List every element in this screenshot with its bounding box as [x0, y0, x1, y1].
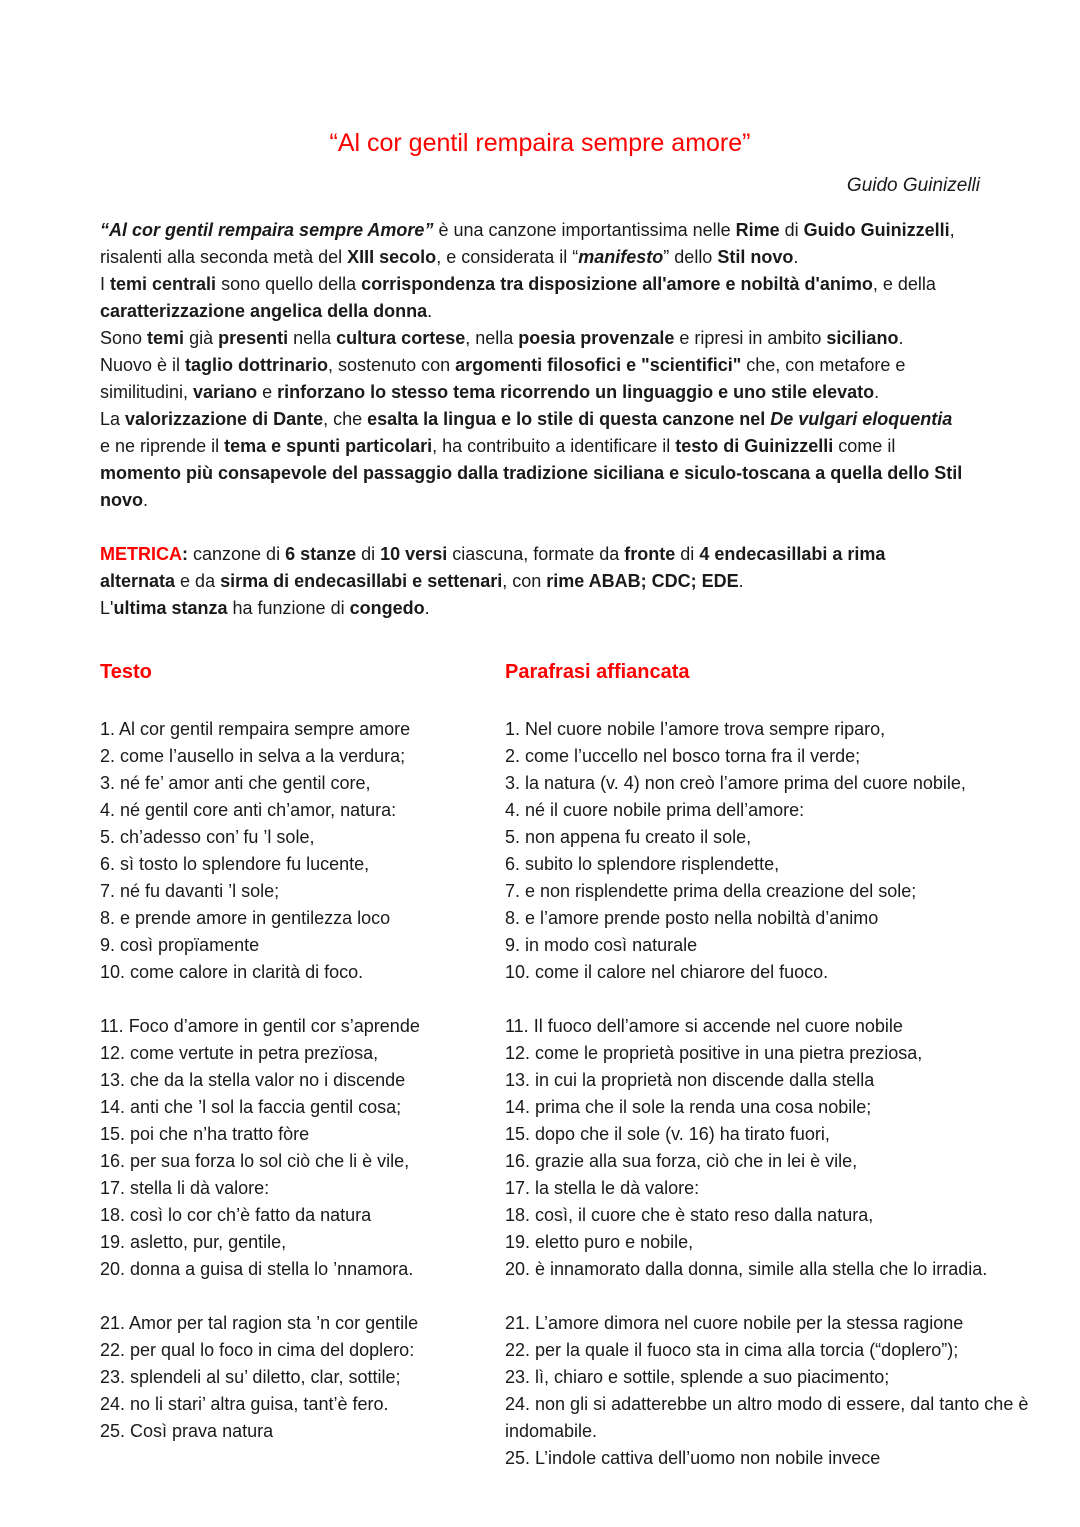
verse-line: 10. come il calore nel chiarore del fuoco. [505, 961, 829, 982]
text-segment: Stil novo [717, 246, 794, 267]
stanza [100, 1310, 505, 1445]
text-segment: . [427, 300, 433, 321]
page-title: “Al cor gentil rempaira sempre amore” [329, 129, 751, 157]
metrica-line [100, 541, 965, 595]
text-segment: canzone di [188, 543, 286, 564]
verse-line: 7. né fu davanti ’l sole; [100, 880, 280, 901]
text-segment: ciascuna, formate da [447, 543, 625, 564]
intro-sentence [100, 325, 965, 352]
text-segment: temi [147, 327, 185, 348]
text-segment: , risalenti alla seconda metà del [100, 219, 955, 267]
verse-line: 10. come calore in clarità di foco. [100, 961, 364, 982]
parafrasi-column [505, 660, 1040, 1499]
text-segment: è una canzone importantissima nelle [433, 219, 736, 240]
text-segment: e ne riprende il [100, 435, 225, 456]
verse-line: 1. Nel cuore nobile l’amore trova sempre riparo, [505, 718, 886, 739]
parafrasi-header: Parafrasi affiancata [505, 660, 690, 683]
stanza [505, 1013, 1040, 1283]
text-segment: valorizzazione di Dante [125, 408, 324, 429]
verse-line: 6. sì tosto lo splendore fu lucente, [100, 853, 370, 874]
text-segment: di [356, 543, 381, 564]
text-segment: poesia provenzale [518, 327, 675, 348]
text-segment: . [143, 489, 149, 510]
text-segment: rime ABAB; CDC; EDE [546, 570, 739, 591]
verse-line: 17. la stella le dà valore: [505, 1177, 700, 1198]
testo-column [100, 660, 505, 1499]
verse-line: 18. così lo cor ch’è fatto da natura [100, 1204, 372, 1225]
text-segment: , sostenuto con [328, 354, 456, 375]
verse-line: 23. lì, chiaro e sottile, splende a suo piacimento; [505, 1366, 890, 1387]
testo-verses [100, 716, 505, 1445]
verse-line: 4. né gentil core anti ch’amor, natura: [100, 799, 397, 820]
text-segment: , ha contribuito a identificare il [432, 435, 676, 456]
verse-line: 2. come l’uccello nel bosco torna fra il verde; [505, 745, 861, 766]
verse-line: 3. la natura (v. 4) non creò l’amore prima del cuore nobile, [505, 772, 966, 793]
verse-line: 11. Il fuoco dell’amore si accende nel cuore nobile [505, 1015, 903, 1036]
text-segment: e da [175, 570, 221, 591]
text-segment: sirma di endecasillabi e settenari [220, 570, 503, 591]
text-segment: già [184, 327, 219, 348]
text-segment: momento più consapevole del passaggio dalla tradizione siciliana e siculo-toscana a quella dello Stil novo [100, 462, 963, 510]
text-segment: corrispondenza tra disposizione all'amore e nobiltà d'animo [361, 273, 873, 294]
verse-line: 16. per sua forza lo sol ciò che li è vile, [100, 1150, 410, 1171]
text-segment: Sono [100, 327, 148, 348]
verse-line: 20. donna a guisa di stella lo ’nnamora. [100, 1258, 414, 1279]
text-segment: presenti [218, 327, 289, 348]
text-segment: 4 endecasillabi a rima alternata [100, 543, 886, 591]
intro-block [100, 217, 965, 514]
text-segment: . [793, 246, 799, 267]
intro-sentence [100, 217, 965, 271]
text-segment: , nella [465, 327, 519, 348]
text-segment: fronte [624, 543, 676, 564]
verse-line: 9. così propïamente [100, 934, 260, 955]
text-segment: : [182, 543, 188, 564]
text-segment: . [424, 597, 430, 618]
verse-line: 21. L’amore dimora nel cuore nobile per la stessa ragione [505, 1312, 964, 1333]
text-segment: esalta la lingua e lo stile di questa canzone nel [367, 408, 771, 429]
text-segment: nella [288, 327, 337, 348]
verse-line: 8. e prende amore in gentilezza loco [100, 907, 391, 928]
text-segment: che, con metafore e similitudini, [100, 354, 906, 402]
text-segment: ” dello [663, 246, 718, 267]
text-segment: , che [323, 408, 368, 429]
testo-header: Testo [100, 660, 152, 683]
verse-line: 14. prima che il sole la renda una cosa nobile; [505, 1096, 872, 1117]
verse-line: 3. né fe’ amor anti che gentil core, [100, 772, 371, 793]
text-segment: , e considerata il “ [436, 246, 579, 267]
text-segment: 6 stanze [285, 543, 357, 564]
verse-line: 15. poi che n’ha tratto fòre [100, 1123, 310, 1144]
text-segment: , con [502, 570, 547, 591]
text-segment: congedo [349, 597, 425, 618]
text-segment: 10 versi [380, 543, 448, 564]
text-segment: . [874, 381, 880, 402]
text-segment: rinforzano lo stesso tema ricorrendo un linguaggio e uno stile elevato [277, 381, 875, 402]
text-segment: di [779, 219, 804, 240]
verse-line: 7. e non risplendette prima della creazione del sole; [505, 880, 917, 901]
text-segment: , e della [872, 273, 936, 294]
text-segment: L' [100, 597, 114, 618]
verse-line: 21. Amor per tal ragion sta ’n cor gentile [100, 1312, 419, 1333]
verse-line: 17. stella li dà valore: [100, 1177, 270, 1198]
intro-sentence [100, 406, 965, 514]
text-segment: taglio dottrinario [185, 354, 329, 375]
verse-line: 9. in modo così naturale [505, 934, 698, 955]
verse-line: 4. né il cuore nobile prima dell’amore: [505, 799, 805, 820]
text-segment: temi centrali [110, 273, 217, 294]
verse-line: 5. ch’adesso con’ fu ’l sole, [100, 826, 315, 847]
metrica-line [100, 595, 965, 622]
text-segment: come il [833, 435, 896, 456]
verse-line: 25. Così prava natura [100, 1420, 274, 1441]
text-segment: “Al cor gentil rempaira sempre Amore” [100, 219, 434, 240]
text-segment: e [257, 381, 278, 402]
text-segment: manifesto [578, 246, 664, 267]
text-segment: caratterizzazione angelica della donna [100, 300, 428, 321]
text-segment: ultima stanza [113, 597, 228, 618]
stanza [505, 716, 1040, 986]
verse-line: 13. in cui la proprietà non discende dalla stella [505, 1069, 875, 1090]
verse-line: 6. subito lo splendore risplendette, [505, 853, 780, 874]
text-segment: e ripresi in ambito [674, 327, 827, 348]
author: Guido Guinizelli [846, 175, 980, 196]
intro-sentence [100, 352, 965, 406]
stanza [100, 716, 505, 986]
metrica-block [100, 541, 965, 622]
text-segment: sono quello della [216, 273, 362, 294]
verse-line: 24. no li stari’ altra guisa, tant’è fero. [100, 1393, 389, 1414]
text-segment: tema e spunti particolari [224, 435, 433, 456]
verse-line: 20. è innamorato dalla donna, simile alla stella che lo irradia. [505, 1258, 988, 1279]
verse-line: 22. per la quale il fuoco sta in cima alla torcia (“doplero”); [505, 1339, 959, 1360]
text-segment: variano [193, 381, 258, 402]
text-segment: La [100, 408, 126, 429]
text-segment: XIII secolo [347, 246, 437, 267]
verse-line: 18. così, il cuore che è stato reso dalla natura, [505, 1204, 874, 1225]
verse-line: 19. asletto, pur, gentile, [100, 1231, 287, 1252]
stanza [505, 1310, 1040, 1472]
text-segment: . [738, 570, 744, 591]
text-segment: . [898, 327, 904, 348]
verse-line: 12. come vertute in petra prezïosa, [100, 1042, 379, 1063]
text-segment: I [100, 273, 111, 294]
text-segment: di [675, 543, 700, 564]
stanza [100, 1013, 505, 1283]
verse-line: 11. Foco d’amore in gentil cor s’aprende [100, 1015, 420, 1036]
verse-line: 2. come l’ausello in selva a la verdura; [100, 745, 406, 766]
text-segment: Rime [735, 219, 780, 240]
verse-line: 22. per qual lo foco in cima del doplero: [100, 1339, 415, 1360]
verse-line: 14. anti che ’l sol la faccia gentil cosa; [100, 1096, 402, 1117]
verse-line: 15. dopo che il sole (v. 16) ha tirato fuori, [505, 1123, 830, 1144]
text-segment: ha funzione di [227, 597, 350, 618]
verse-line: 25. L’indole cattiva dell’uomo non nobile invece [505, 1447, 881, 1468]
verse-line: 5. non appena fu creato il sole, [505, 826, 752, 847]
verse-line: 23. splendeli al su’ diletto, clar, sottile; [100, 1366, 401, 1387]
text-segment: siciliano [826, 327, 899, 348]
verse-line: 1. Al cor gentil rempaira sempre amore [100, 718, 411, 739]
parafrasi-verses [505, 716, 1040, 1472]
text-segment: testo di Guinizzelli [675, 435, 834, 456]
text-segment: Nuovo è il [100, 354, 186, 375]
verse-line: 19. eletto puro e nobile, [505, 1231, 694, 1252]
text-segment: METRICA [100, 543, 182, 564]
intro-sentence [100, 271, 965, 325]
verse-line: 8. e l’amore prende posto nella nobiltà d’animo [505, 907, 879, 928]
text-segment: Guido Guinizzelli [803, 219, 950, 240]
text-segment: cultura cortese [336, 327, 466, 348]
text-columns [100, 660, 1040, 1499]
verse-line: 16. grazie alla sua forza, ciò che in lei è vile, [505, 1150, 858, 1171]
text-segment: argomenti filosofici e "scientifici" [455, 354, 742, 375]
verse-line: 13. che da la stella valor no i discende [100, 1069, 406, 1090]
verse-line: 12. come le proprietà positive in una pietra preziosa, [505, 1042, 923, 1063]
verse-line: 24. non gli si adatterebbe un altro modo di essere, dal tanto che è indomabile. [505, 1393, 1029, 1441]
text-segment: De vulgari eloquentia [770, 408, 953, 429]
